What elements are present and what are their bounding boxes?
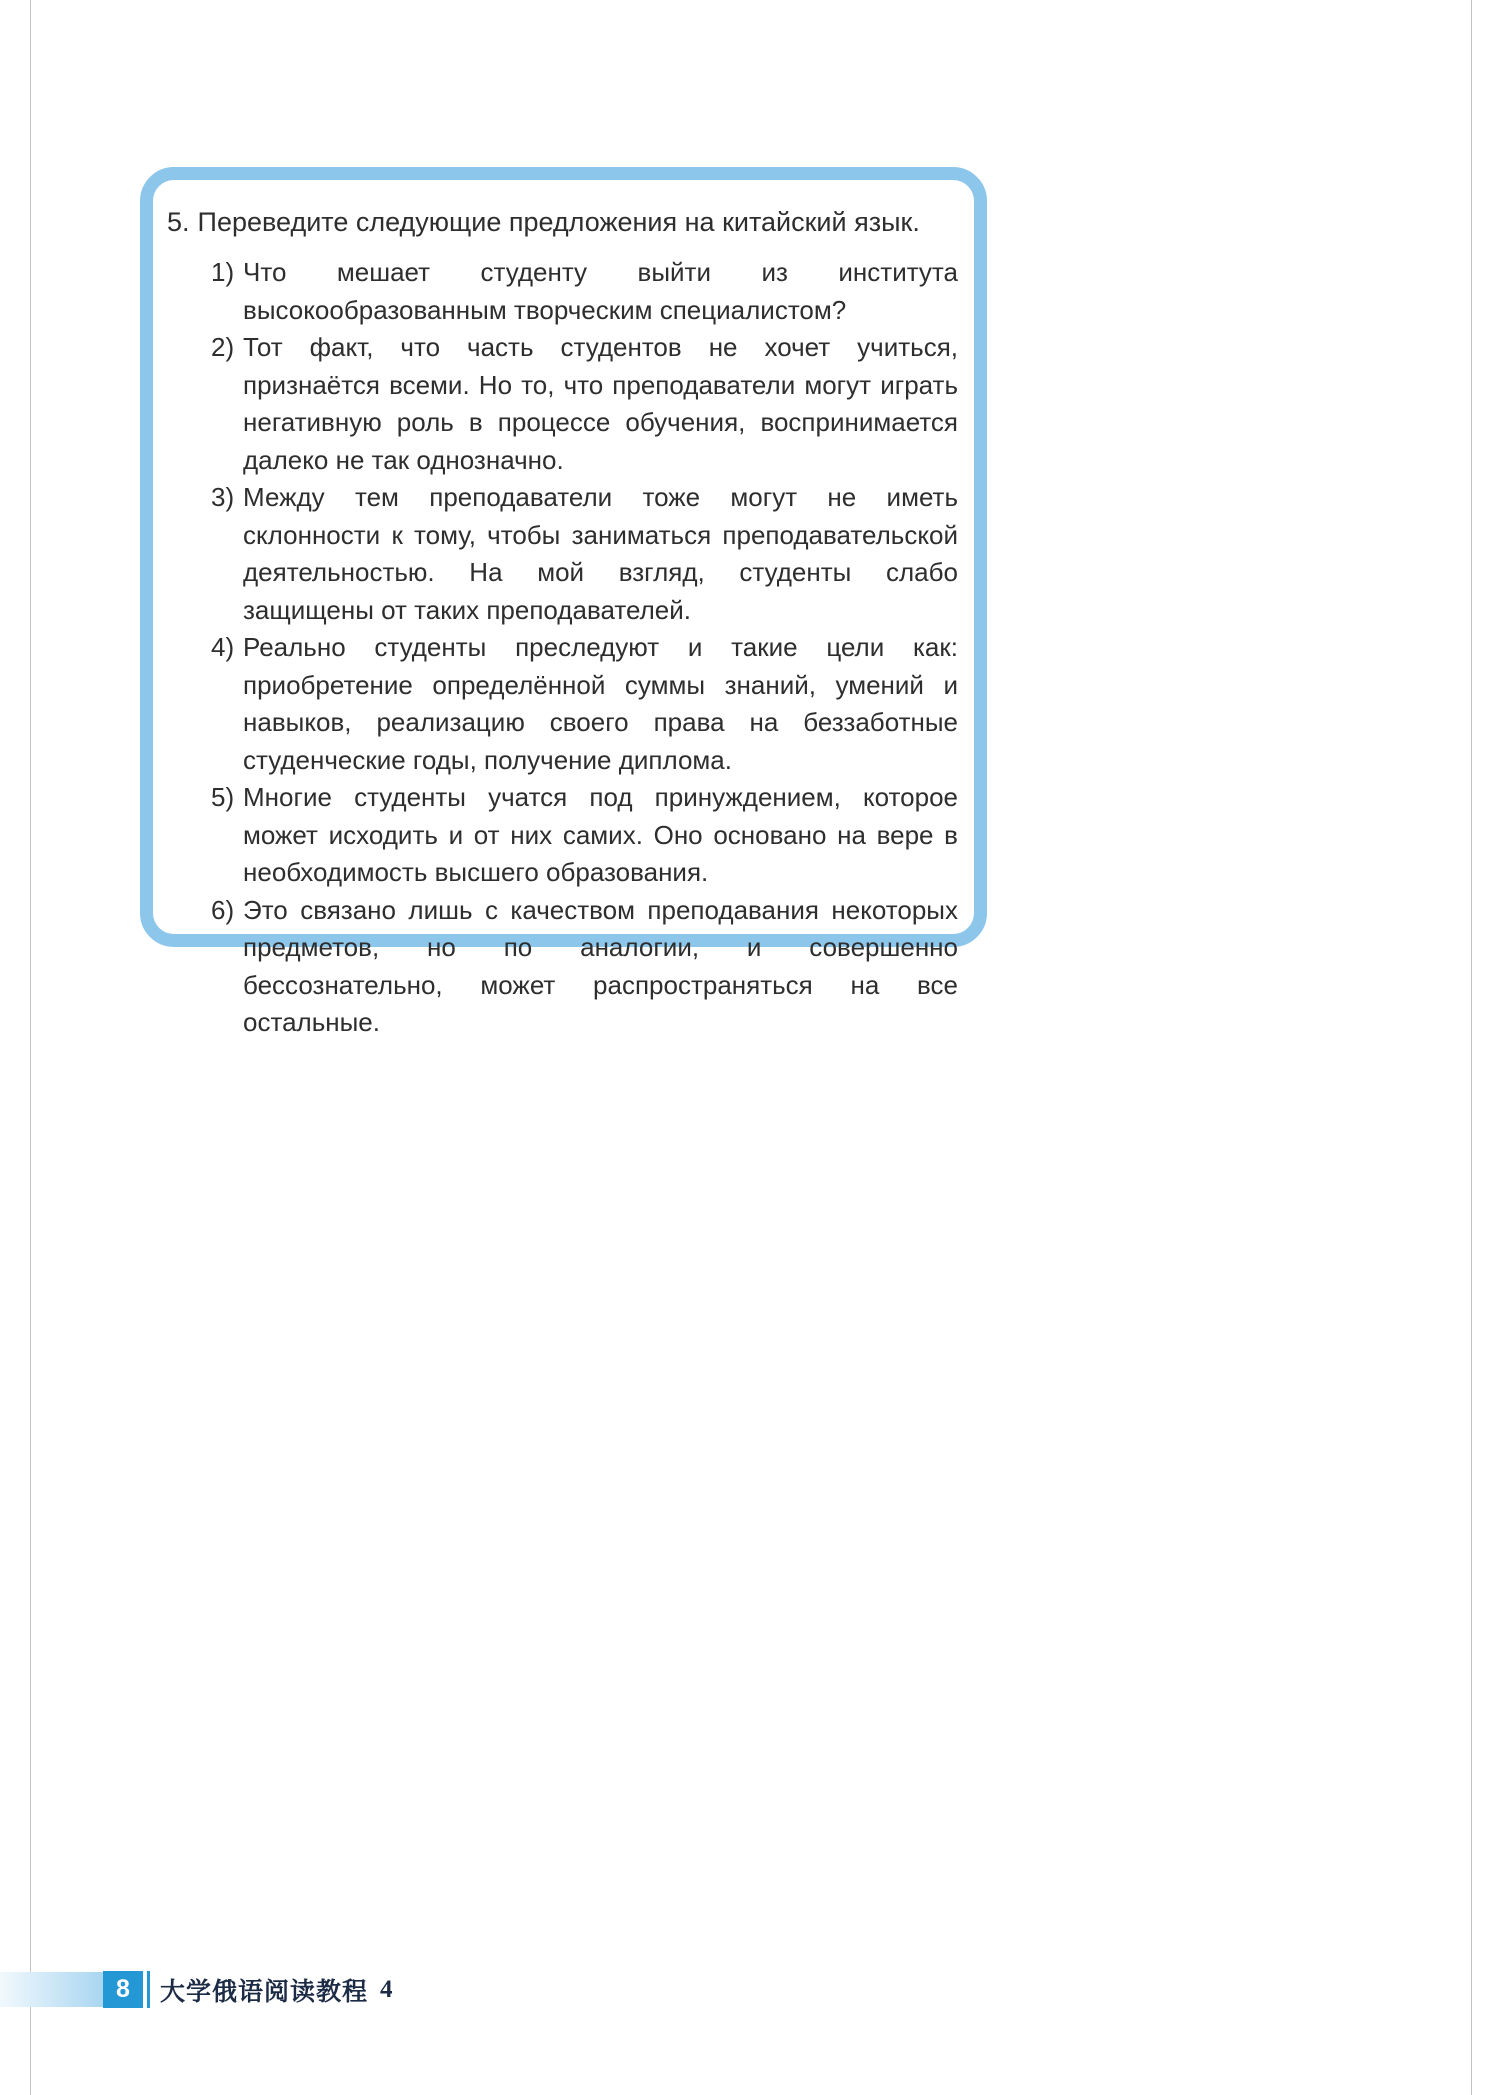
list-item: [165, 329, 960, 479]
exercise-title: Переведите следующие предложения на китайский язык.: [197, 207, 920, 237]
page-number: 8: [116, 1975, 130, 2003]
exercise-list: [165, 254, 960, 1042]
list-item: [165, 254, 960, 329]
list-item: [165, 892, 960, 1042]
page-edge-line-left: [30, 0, 31, 2095]
item-number: 3): [211, 482, 235, 512]
exercise-heading: [167, 204, 960, 240]
item-number: 5): [211, 782, 235, 812]
item-number: 2): [211, 332, 235, 362]
item-text: Что мешает студенту выйти из института высокообразованным творческим специалистом?: [243, 257, 958, 325]
list-item: [165, 779, 960, 892]
item-number: 1): [211, 257, 235, 287]
item-text: Между тем преподаватели тоже могут не иметь склонности к тому, чтобы заниматься преподавательской деятельностью. На мой взгляд, студенты слабо защищены от таких преподавателей.: [243, 482, 958, 625]
book-title: [160, 1971, 393, 2008]
exercise-number: 5.: [167, 207, 190, 237]
page-number-badge: [103, 1971, 143, 2008]
item-number: 4): [211, 632, 235, 662]
book-volume: 4: [380, 1975, 393, 2003]
footer: [0, 1971, 1504, 2008]
item-number: 6): [211, 894, 235, 925]
book-title-text: 大学俄语阅读教程: [160, 1977, 369, 2006]
footer-divider: [147, 1971, 150, 2008]
page-edge-line-right: [1471, 0, 1472, 2095]
exercise-box: [140, 167, 987, 1037]
list-item: [165, 479, 960, 629]
footer-gradient-bar: [0, 1972, 103, 2007]
item-text: Тот факт, что часть студентов не хочет учиться, признаётся всеми. Но то, что преподаватели могут играть негативную роль в процессе обучения, воспринимается далеко не так однозначно.: [243, 332, 958, 475]
item-text: Реально студенты преследуют и такие цели как: приобретение определённой суммы знаний, умений и навыков, реализацию своего права на беззаботные студенческие годы, получение диплома.: [243, 632, 958, 775]
item-text: Многие студенты учатся под принуждением, которое может исходить и от них самих. Оно основано на вере в необходимость высшего образования.: [243, 782, 958, 887]
item-text: Это связано лишь с качеством преподавания некоторых предметов, но по аналогии, и совершенно бессознательно, может распространяться на все остальные.: [243, 894, 958, 1037]
list-item: [165, 629, 960, 779]
